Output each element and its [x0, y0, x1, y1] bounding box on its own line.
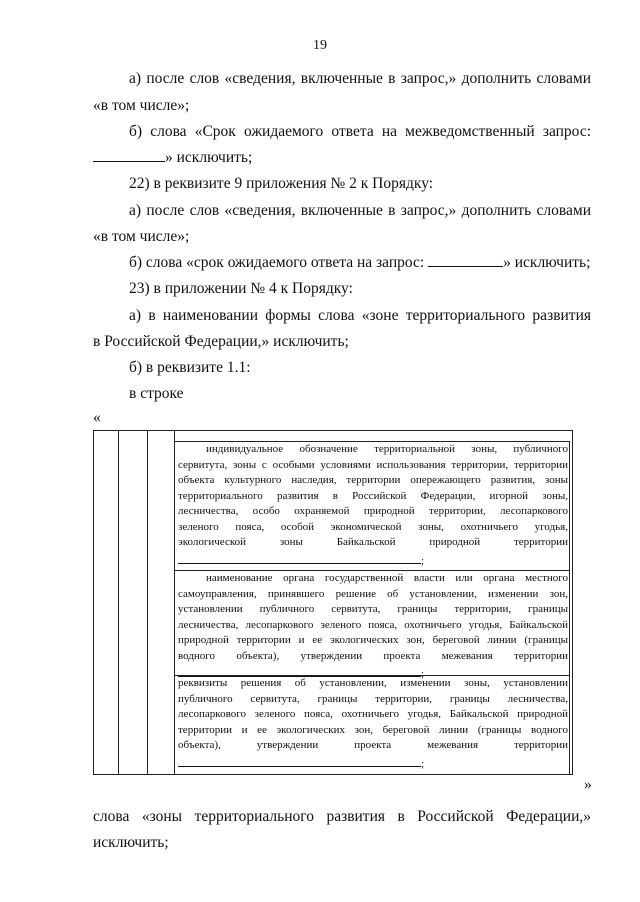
- cell-line: лесничества, особо охраняемой природной территории, лесопаркового: [178, 505, 568, 517]
- paragraph-b3: б) в реквизите 1.1:: [129, 359, 251, 376]
- paragraph-v-stroke: в строке: [129, 385, 184, 402]
- blank-line: [428, 253, 503, 267]
- closing-paragraph: слова «зоны территориального развития в Российской Федерации,»: [93, 808, 591, 825]
- cell-line: водного объекта), утверждении проекта межевания территории: [178, 649, 568, 662]
- paragraph-b2: [93, 250, 591, 276]
- cell-line: зеленого пояса, особой экономической зоны, охотничьего угодья,: [178, 520, 568, 533]
- fill-line-row: [178, 552, 568, 570]
- paragraph-a2-cont: «в том числе»;: [93, 228, 190, 245]
- cell-end: ;: [421, 757, 425, 770]
- page-number: 19: [313, 38, 327, 53]
- cell-line: публичного сервитута, границы территории, границы лесничества,: [178, 692, 568, 705]
- open-quote: «: [93, 409, 101, 426]
- cell-line: объекта), утверждении проекта межевания территории: [178, 739, 568, 751]
- cell-line: реквизиты решения об установлении, изменении зоны, установлении: [178, 677, 568, 689]
- paragraph-b2-end: » исключить;: [503, 254, 591, 271]
- cell-line: самоуправления, принявшего решение об установлении, изменении зон,: [178, 587, 568, 600]
- table-column-divider: [118, 431, 119, 774]
- content-cell: [174, 441, 570, 775]
- paragraph-b1-cont: [93, 145, 591, 171]
- cell-line: установлении публичного сервитута, границы территории, границы: [178, 603, 568, 615]
- closing-paragraph-cont: исключить;: [93, 834, 169, 851]
- fill-line-row: [178, 755, 568, 773]
- paragraph-b1: б) слова «Срок ожидаемого ответа на межведомственный запрос:: [129, 123, 591, 140]
- paragraph-a3: а) в наименовании формы слова «зоне территориального развития: [129, 307, 591, 324]
- paragraph-a3-cont: в Российской Федерации,» исключить;: [93, 333, 349, 350]
- paragraph-a1-cont: «в том числе»;: [93, 97, 190, 114]
- paragraph-a2: а) после слов «сведения, включенные в запрос,» дополнить словами: [129, 202, 591, 219]
- fill-line: [178, 755, 421, 767]
- blank-line: [93, 148, 165, 162]
- cell-line: сервитута, зоны с особыми условиями использования территории, территории: [178, 458, 568, 471]
- paragraph-b2-start: б) слова «срок ожидаемого ответа на запрос:: [129, 254, 429, 271]
- cell-line: территориального развития в Российской Федерации, игорной зоны,: [178, 489, 568, 502]
- cell-end: ;: [421, 554, 425, 567]
- cell-line: наименование органа государственной власти или органа местного: [206, 572, 568, 584]
- paragraph-a1: а) после слов «сведения, включенные в запрос,» дополнить словами: [129, 70, 591, 87]
- cell-block-designation: [175, 442, 571, 569]
- cell-line: объекта культурного наследия, территории опережающего развития, зоны: [178, 474, 568, 486]
- cell-end: ;: [421, 668, 425, 680]
- cell-line: лесопаркового зеленого пояса, охотничьего угодья, Байкальской природной: [178, 708, 568, 720]
- close-quote: »: [584, 776, 592, 793]
- table-column-divider: [147, 431, 148, 774]
- cell-block-decision: [175, 676, 571, 772]
- cell-line: территории и ее экологических зон, береговой линии (границы водного: [178, 723, 568, 736]
- paragraph-b1-end: » исключить;: [165, 149, 253, 166]
- cell-line: природной территории и ее экологических зон, береговой линии (границы: [178, 634, 568, 646]
- cell-line: лесничества, лесопаркового зеленого пояса, охотничьего угодья, Байкальской: [178, 618, 568, 631]
- paragraph-22: 22) в реквизите 9 приложения № 2 к Порядку:: [129, 175, 434, 192]
- fill-line: [178, 552, 421, 564]
- cell-block-authority: [175, 571, 571, 683]
- cell-line: экологической зоны Байкальской природной территории: [178, 536, 568, 548]
- cell-line: индивидуальное обозначение территориальной зоны, публичного: [206, 443, 568, 455]
- paragraph-23: 23) в приложении № 4 к Порядку:: [129, 280, 353, 297]
